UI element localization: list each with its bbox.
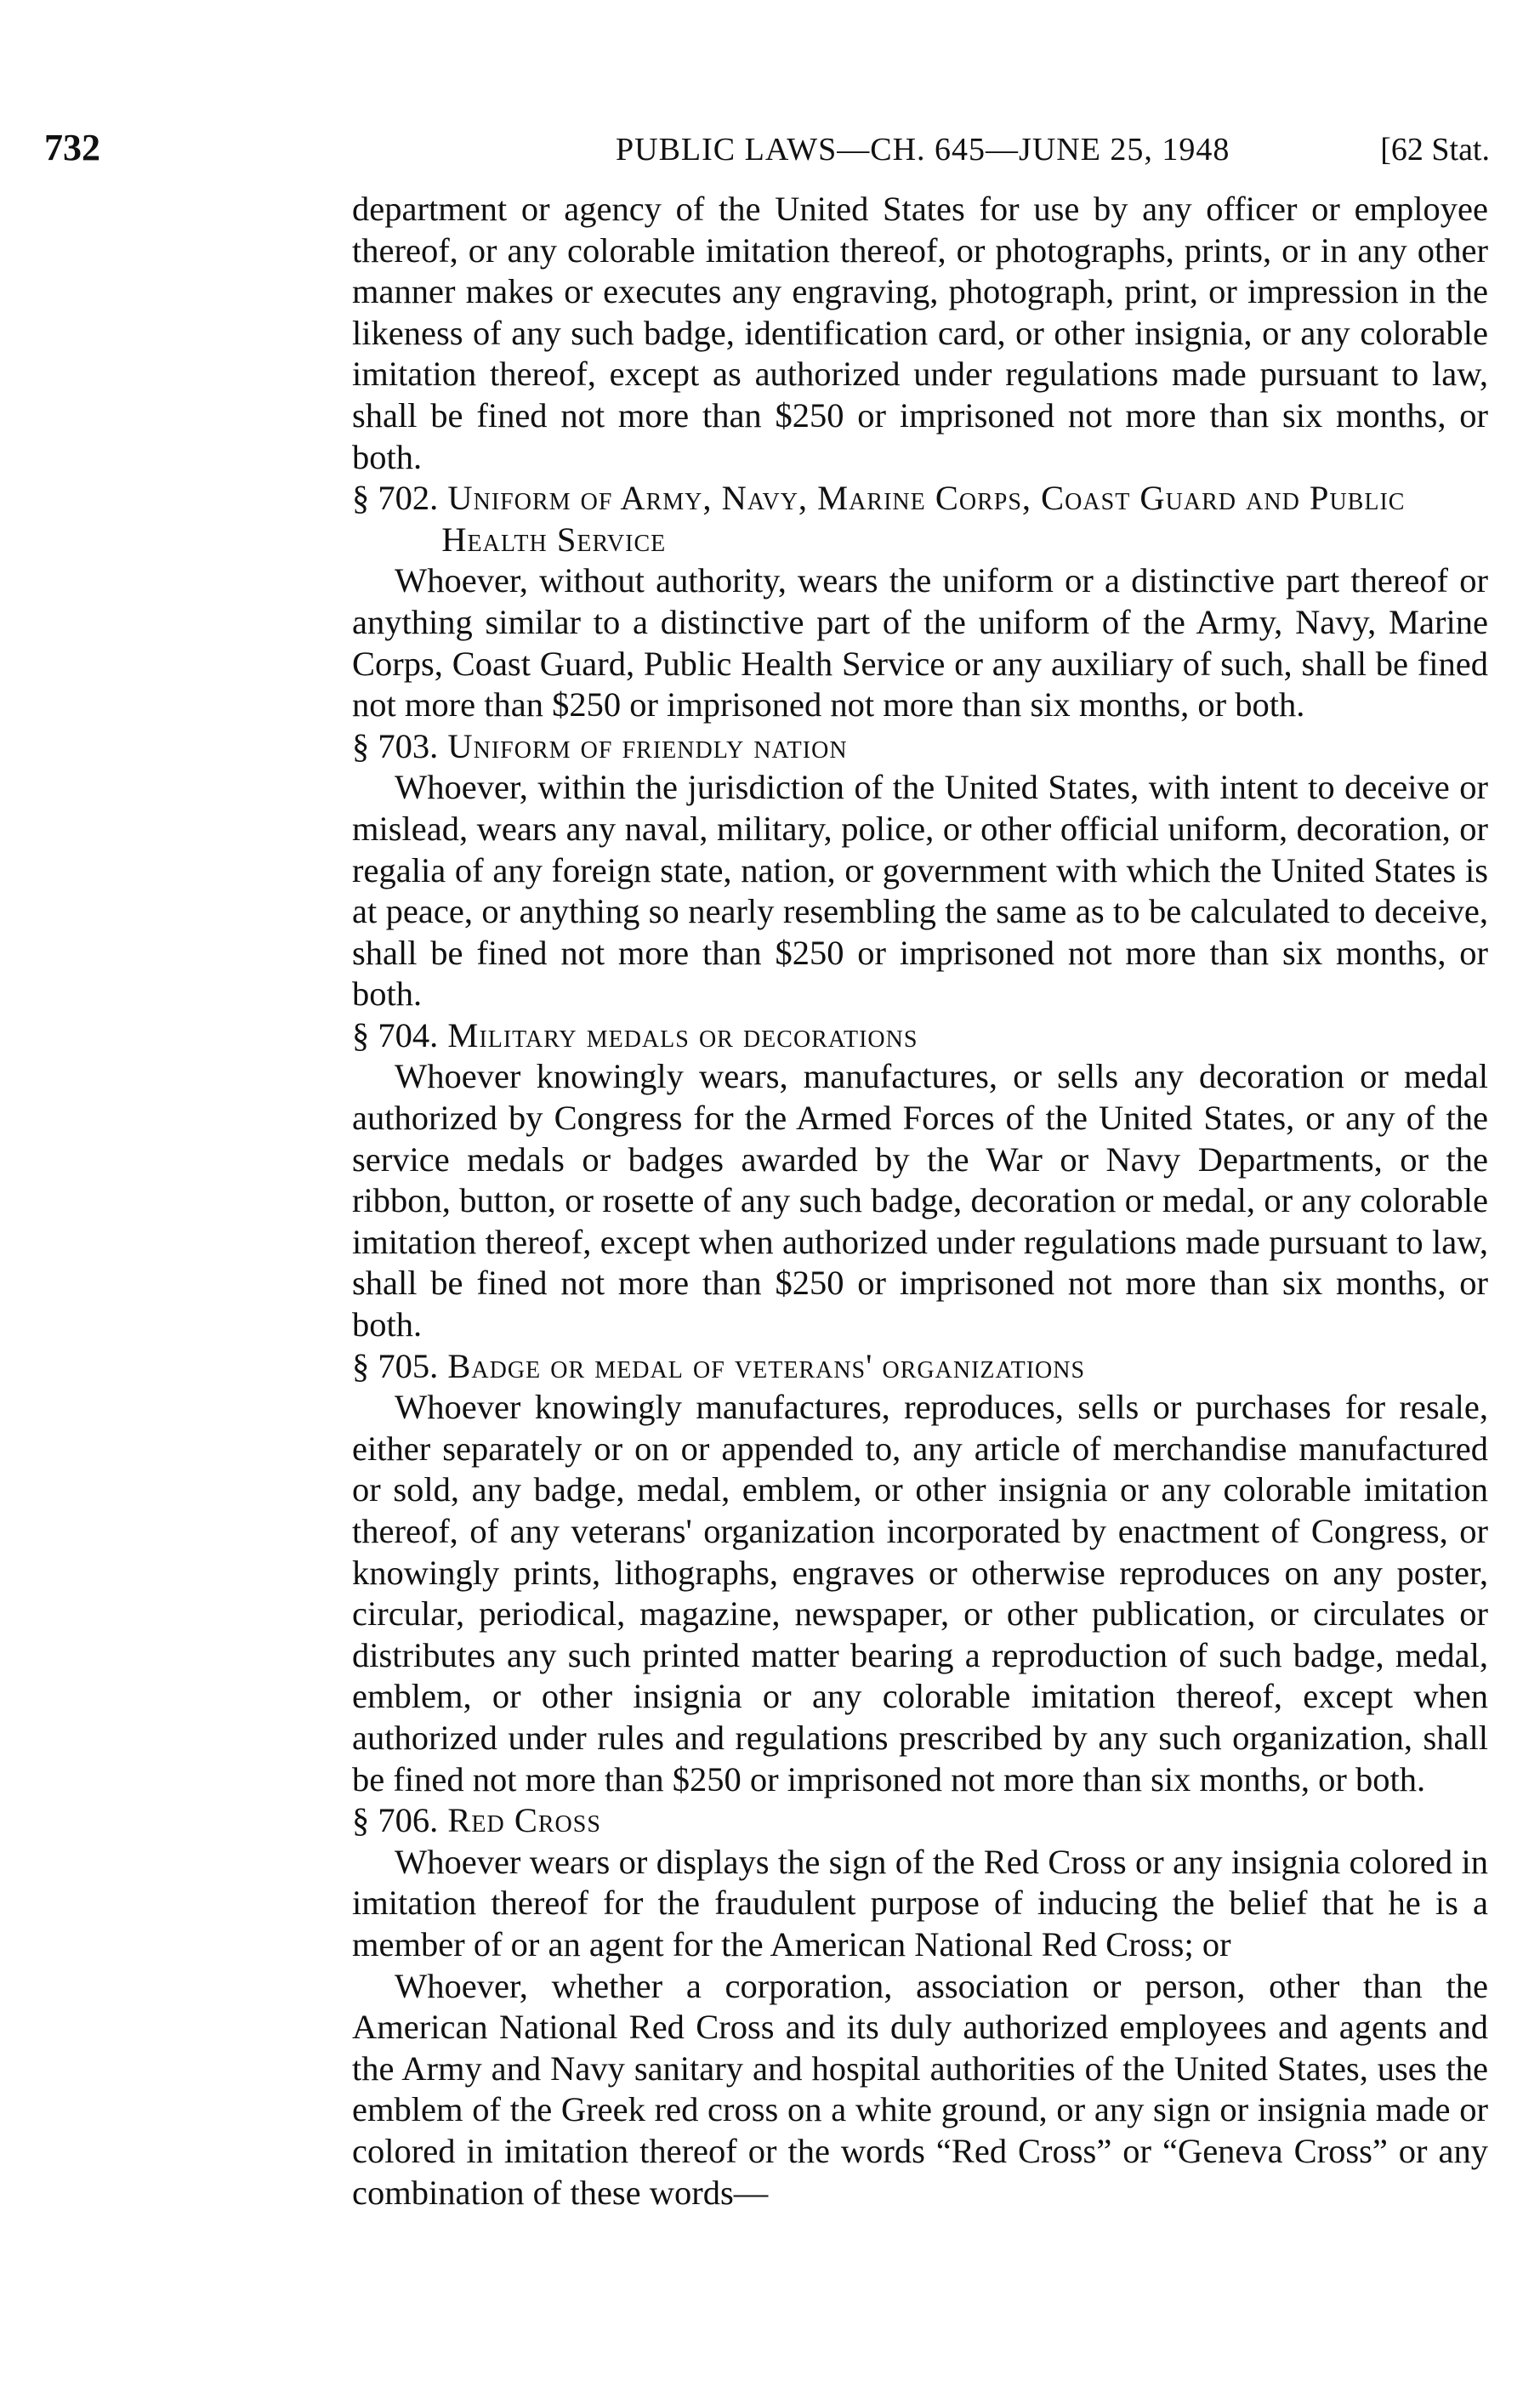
section-706-paragraph: Whoever wears or displays the sign of the Red Cross or any insignia colored in imitation thereof for the fraudulent purpose of inducing the belief that he is a member of or an agent for the American National Red Cross; or — [352, 1842, 1488, 1963]
section-number: § 706. — [352, 1801, 439, 1840]
statute-reference: [62 Stat. — [1380, 132, 1490, 168]
section-706-paragraph: Whoever, whether a corporation, association or person, other than the American National Red Cross and its duly authorized employees and agents and the Army and Navy sanitary and hospital authorities of the United States, uses the emblem of the Greek red cross on a white ground, or any sign or insignia made or colored in imitation thereof or the words “Red Cross” or “Geneva Cross” or any combination of these words— — [352, 1966, 1488, 2212]
section-heading-704 — [352, 1015, 1488, 1057]
running-title: PUBLIC LAWS—CH. 645—JUNE 25, 1948 — [616, 132, 1230, 168]
section-number: § 702. — [352, 479, 439, 518]
section-heading-702 — [352, 478, 1488, 560]
section-title: Military medals or decorations — [447, 1015, 918, 1054]
section-heading-705 — [352, 1346, 1488, 1388]
section-title: Uniform of friendly nation — [447, 726, 848, 765]
page-number: 732 — [44, 127, 100, 168]
section-heading-706 — [352, 1800, 1488, 1842]
section-title: Red Cross — [447, 1801, 601, 1840]
section-title: Uniform of Army, Navy, Marine Corps, Coast Guard and Public Health Service — [441, 479, 1406, 559]
section-heading-703 — [352, 726, 1488, 768]
section-705-paragraph: Whoever knowingly manufactures, reproduces, sells or purchases for resale, either separately or on or appended to, any article of merchandise manufactured or sold, any badge, medal, emblem, or other insignia or any colorable imitation thereof, of any veterans' organization incorporated by enactment of Congress, or knowingly prints, lithographs, engraves or otherwise reproduces on any poster, circular, periodical, magazine, newspaper, or other publication, or circulates or distributes any such printed matter bearing a reproduction of such badge, medal, emblem, or other insignia or any colorable imitation thereof, except when authorized under rules and regulations prescribed by any such organization, shall be fined not more than $250 or imprisoned not more than six months, or both. — [352, 1388, 1488, 1798]
body-text — [352, 189, 1488, 2213]
running-head — [44, 126, 1490, 168]
continuation-paragraph: department or agency of the United States for use by any officer or employee thereof, or any colorable imitation thereof, or photographs, prints, or in any other manner makes or executes any engraving, photograph, print, or impression in the likeness of any such badge, identification card, or other insignia, or any colorable imitation thereof, except as authorized under regulations made pursuant to law, shall be fined not more than $250 or imprisoned not more than six months, or both. — [352, 190, 1488, 476]
section-702-paragraph: Whoever, without authority, wears the uniform or a distinctive part thereof or anything similar to a distinctive part of the uniform of the Army, Navy, Marine Corps, Coast Guard, Public Health Service or any auxiliary of such, shall be fined not more than $250 or imprisoned not more than six months, or both. — [352, 561, 1488, 725]
section-number: § 705. — [352, 1346, 439, 1385]
section-703-paragraph: Whoever, within the jurisdiction of the United States, with intent to deceive or mislead, wears any naval, military, police, or other official uniform, decoration, or regalia of any foreign state, nation, or government with which the United States is at peace, or anything so nearly resembling the same as to be calculated to deceive, shall be fined not more than $250 or imprisoned not more than six months, or both. — [352, 768, 1488, 1014]
section-title: Badge or medal of veterans' organizations — [447, 1346, 1086, 1385]
section-number: § 703. — [352, 726, 439, 765]
section-704-paragraph: Whoever knowingly wears, manufactures, or sells any decoration or medal authorized by Congress for the Armed Forces of the United States, or any of the service medals or badges awarded by the War or Navy Departments, or the ribbon, button, or rosette of any such badge, decoration or medal, or any colorable imitation thereof, except when authorized under regulations made pursuant to law, shall be fined not more than $250 or imprisoned not more than six months, or both. — [352, 1057, 1488, 1344]
section-number: § 704. — [352, 1015, 439, 1054]
